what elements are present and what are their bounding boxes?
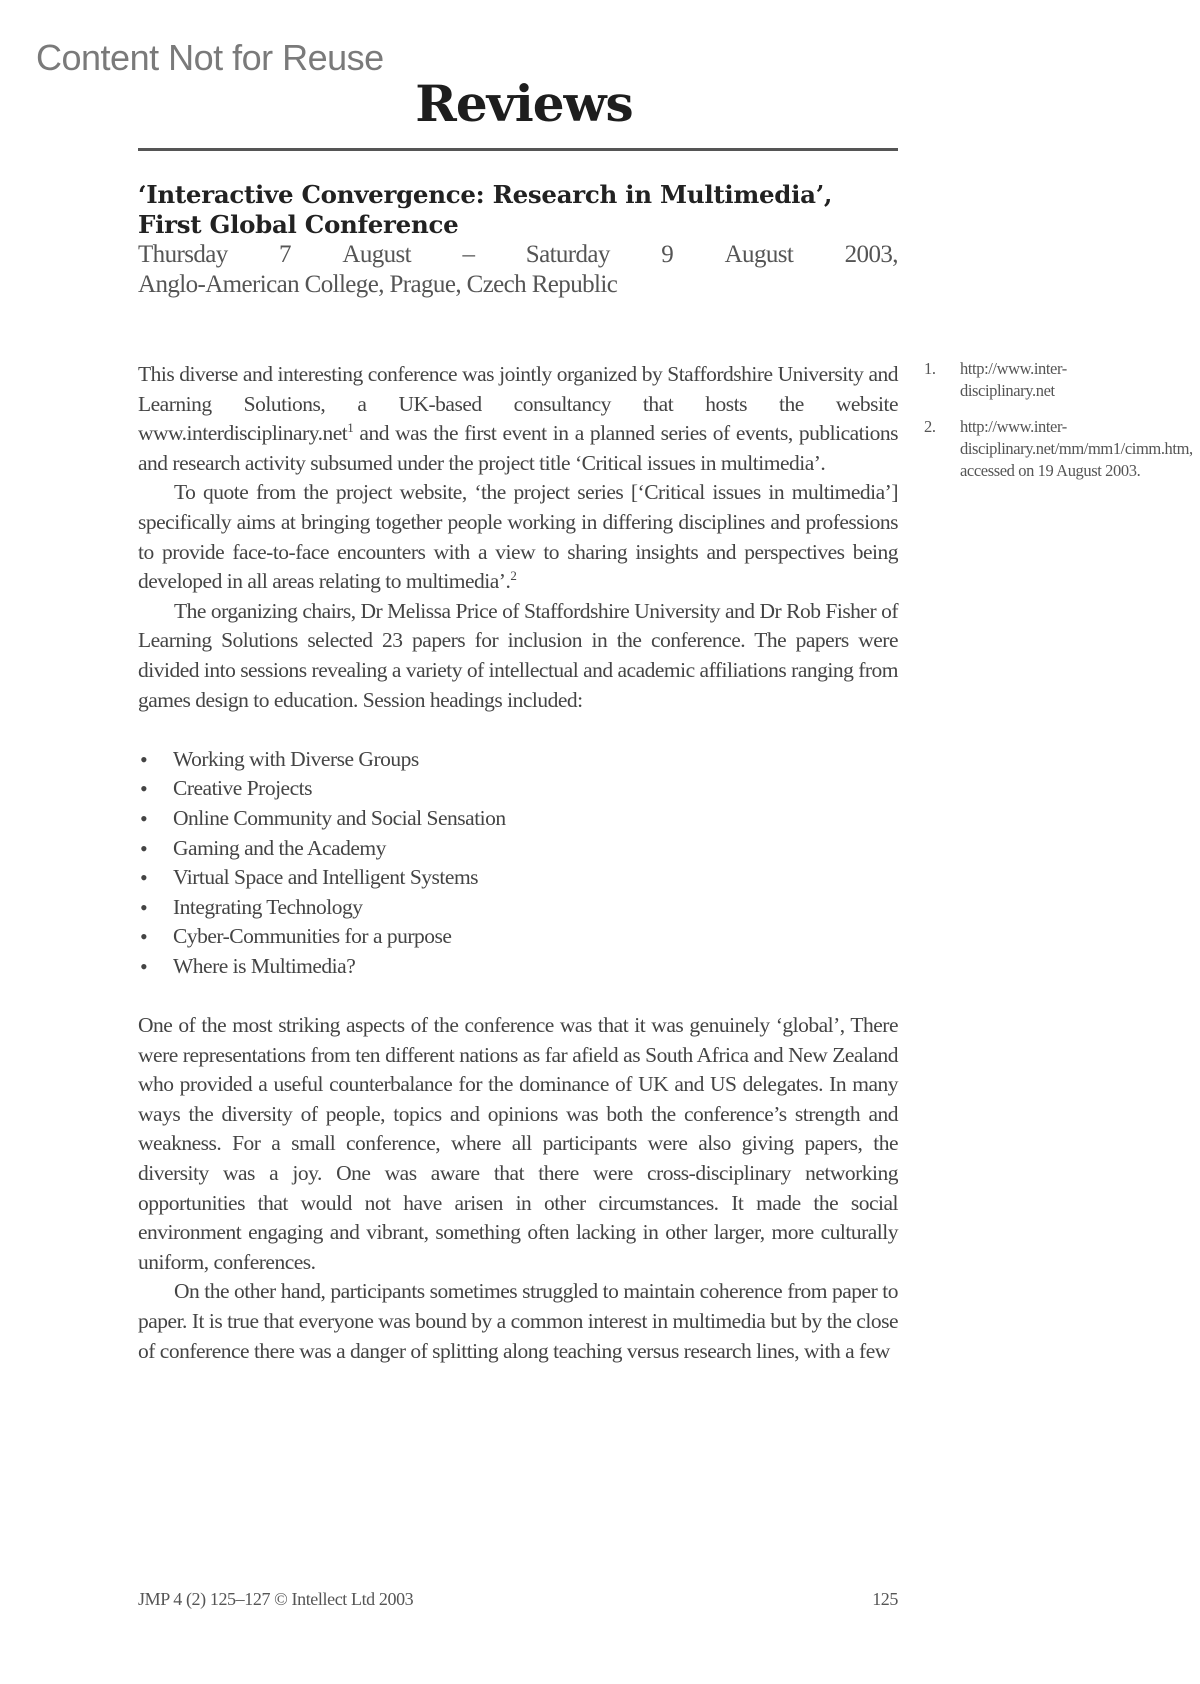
date-word: –	[462, 241, 475, 268]
list-item-text: Gaming and the Academy	[173, 835, 386, 860]
paragraph-1	[138, 360, 898, 478]
bullet-icon: •	[140, 835, 148, 861]
list-item	[138, 745, 898, 775]
article-body	[138, 360, 898, 1366]
date-word: August	[342, 241, 412, 268]
paragraph-2-text: To quote from the project website, ‘the project series [‘Critical issues in multimedia’] specifically aims at bringing together people working in differing disciplines and professions to provide face-to-face encounters with a view to sharing insights and perspectives being developed in all areas relating to multimedia’.	[138, 480, 898, 594]
page-number: 125	[872, 1589, 898, 1609]
bullet-icon: •	[140, 953, 148, 979]
footnote-number: 2.	[924, 417, 936, 436]
list-item	[138, 863, 898, 893]
footnote-link[interactable]: http://www.inter-disciplinary.net/mm/mm1/cimm.htm, accessed on 19 August 2003.	[960, 417, 1193, 480]
watermark: Content Not for Reuse	[36, 37, 384, 78]
paragraph-1-tail: and was the first event in a planned series of events, publications and research activity subsumed under the project title ‘Critical issues in multimedia’.	[138, 421, 898, 475]
bullet-icon: •	[140, 776, 148, 802]
date-word: 2003,	[844, 241, 898, 268]
paragraph-1-text: This diverse and interesting conference was jointly organized by Staffordshire University and Learning Solutions, a UK-based consultancy that hosts the website www.interdisciplinary.net	[138, 362, 898, 446]
paragraph-2	[138, 478, 898, 596]
bullet-icon: •	[140, 894, 148, 920]
footnotes	[924, 358, 1193, 496]
list-item-text: Creative Projects	[173, 776, 312, 801]
footnote-ref-1[interactable]: 1	[347, 420, 354, 436]
list-item-text: Where is Multimedia?	[173, 953, 356, 978]
list-item	[138, 952, 898, 982]
footnote-number: 1.	[924, 359, 936, 378]
session-headings-list	[138, 745, 898, 982]
date-word: 9	[661, 241, 674, 268]
list-item	[138, 893, 898, 923]
date-word: August	[724, 241, 794, 268]
bullet-icon: •	[140, 865, 148, 891]
list-item-text: Working with Diverse Groups	[173, 746, 419, 771]
title-rule	[138, 148, 898, 151]
list-item-text: Cyber-Communities for a purpose	[173, 924, 452, 949]
date-word: Saturday	[525, 241, 610, 268]
bullet-icon: •	[140, 924, 148, 950]
review-title-line-2: First Global Conference	[138, 210, 459, 239]
review-venue: Anglo-American College, Prague, Czech Republic	[138, 271, 618, 298]
list-item-text: Integrating Technology	[173, 894, 363, 919]
footnote-ref-2[interactable]: 2	[510, 568, 517, 584]
paragraph-4: One of the most striking aspects of the conference was that it was genuinely ‘global’, There were representations from ten different nations as far afield as South Africa and New Zealand who provided a useful counterbalance for the dominance of UK and US delegates. In many ways the diversity of people, topics and opinions was both the conference’s strength and weakness. For a small conference, where all participants were also giving papers, the diversity was a joy. One was aware that there were cross-disciplinary networking opportunities that would not have arisen in other circumstances. It made the social environment engaging and vibrant, something often lacking in other larger, more culturally uniform, conferences.	[138, 1013, 898, 1274]
list-item	[138, 834, 898, 864]
date-word: 7	[279, 241, 291, 268]
review-meta	[138, 240, 898, 300]
section-title: Reviews	[415, 74, 633, 133]
footnote	[924, 416, 1193, 482]
footnote-link[interactable]: http://www.inter-disciplinary.net	[960, 359, 1067, 400]
list-item	[138, 804, 898, 834]
bullet-icon: •	[140, 805, 148, 831]
paragraph-5: On the other hand, participants sometimes struggled to maintain coherence from paper to paper. It is true that everyone was bound by a common interest in multimedia but by the close of conference there was a danger of splitting along teaching versus research lines, with a few	[138, 1279, 898, 1363]
page-footer	[138, 1588, 898, 1610]
list-item	[138, 774, 898, 804]
paragraph-3: The organizing chairs, Dr Melissa Price of Staffordshire University and Dr Rob Fisher of Learning Solutions selected 23 papers for inclusion in the conference. The papers were divided into sessions revealing a variety of intellectual and academic affiliations ranging from games design to education. Session headings included:	[138, 598, 898, 712]
review-dates	[138, 240, 898, 270]
footnote	[924, 358, 1160, 402]
list-item-text: Virtual Space and Intelligent Systems	[173, 865, 479, 890]
list-item	[138, 922, 898, 952]
date-word: Thursday	[138, 241, 228, 268]
list-item-text: Online Community and Social Sensation	[173, 805, 506, 830]
journal-citation: JMP 4 (2) 125–127 © Intellect Ltd 2003	[138, 1589, 414, 1609]
bullet-icon: •	[140, 746, 148, 772]
review-title-line-1: ‘Interactive Convergence: Research in Multimedia’,	[138, 180, 833, 209]
review-title	[138, 180, 898, 240]
